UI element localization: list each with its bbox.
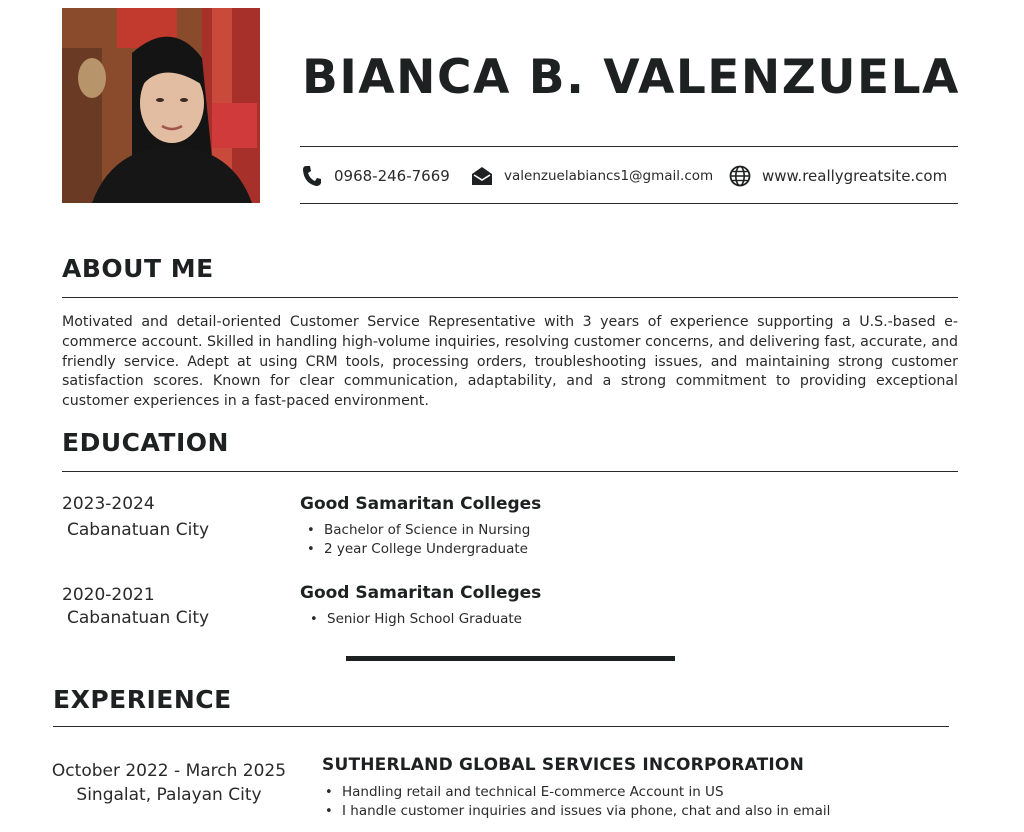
contact-email <box>470 164 713 188</box>
list-item: • 2 year College Undergraduate <box>302 540 530 559</box>
education-years: 2020-2021 <box>62 585 155 605</box>
about-heading: ABOUT ME <box>62 254 214 283</box>
experience-location: Singalat, Palayan City <box>76 785 262 805</box>
email-address: valenzuelabiancs1@gmail.com <box>504 168 714 184</box>
experience-heading: EXPERIENCE <box>53 685 232 714</box>
candidate-name: BIANCA B. VALENZUELA <box>302 50 960 105</box>
experience-dates: October 2022 - March 2025 <box>51 761 287 781</box>
profile-photo <box>62 8 260 203</box>
header-top-divider <box>300 146 958 147</box>
experience-divider <box>53 726 949 727</box>
education-school: Good Samaritan Colleges <box>300 494 542 514</box>
list-item: • Senior High School Graduate <box>305 610 522 629</box>
about-divider <box>62 297 958 298</box>
education-details <box>302 521 530 559</box>
education-school: Good Samaritan Colleges <box>300 583 542 603</box>
experience-details <box>320 783 830 821</box>
education-city: Cabanatuan City <box>67 608 210 628</box>
experience-company: SUTHERLAND GLOBAL SERVICES INCORPORATION <box>322 755 805 775</box>
about-paragraph: Motivated and detail-oriented Customer Service Representative with 3 years of experience supporting a U.S.-based e-commerce account. Skilled in handling high-volume inquiries, resolving customer concerns, and delivering fast, accurate, and friendly service. Adept at using CRM tools, processing orders, troubleshooting issues, and maintaining strong customer satisfaction scores. Known for clear communication, adaptability, and a strong commitment to providing exceptional customer experiences in a fast-paced environment. <box>62 314 958 410</box>
envelope-icon <box>470 164 494 188</box>
education-divider <box>62 471 958 472</box>
education-years: 2023-2024 <box>62 494 155 514</box>
education-city: Cabanatuan City <box>67 520 210 540</box>
list-item: • I handle customer inquiries and issues via phone, chat and also in email <box>320 802 830 821</box>
education-details <box>305 610 522 629</box>
list-item: • Handling retail and technical E-commerce Account in US <box>320 783 830 802</box>
phone-number: 0968-246-7669 <box>334 167 450 185</box>
website-url: www.reallygreatsite.com <box>762 167 948 185</box>
list-item: • Bachelor of Science in Nursing <box>302 521 530 540</box>
section-separator-bar <box>346 656 675 661</box>
education-heading: EDUCATION <box>62 428 229 457</box>
contact-phone <box>300 164 450 188</box>
contact-website <box>728 164 947 188</box>
header-bottom-divider <box>300 203 958 204</box>
phone-icon <box>300 164 324 188</box>
globe-icon <box>728 164 752 188</box>
